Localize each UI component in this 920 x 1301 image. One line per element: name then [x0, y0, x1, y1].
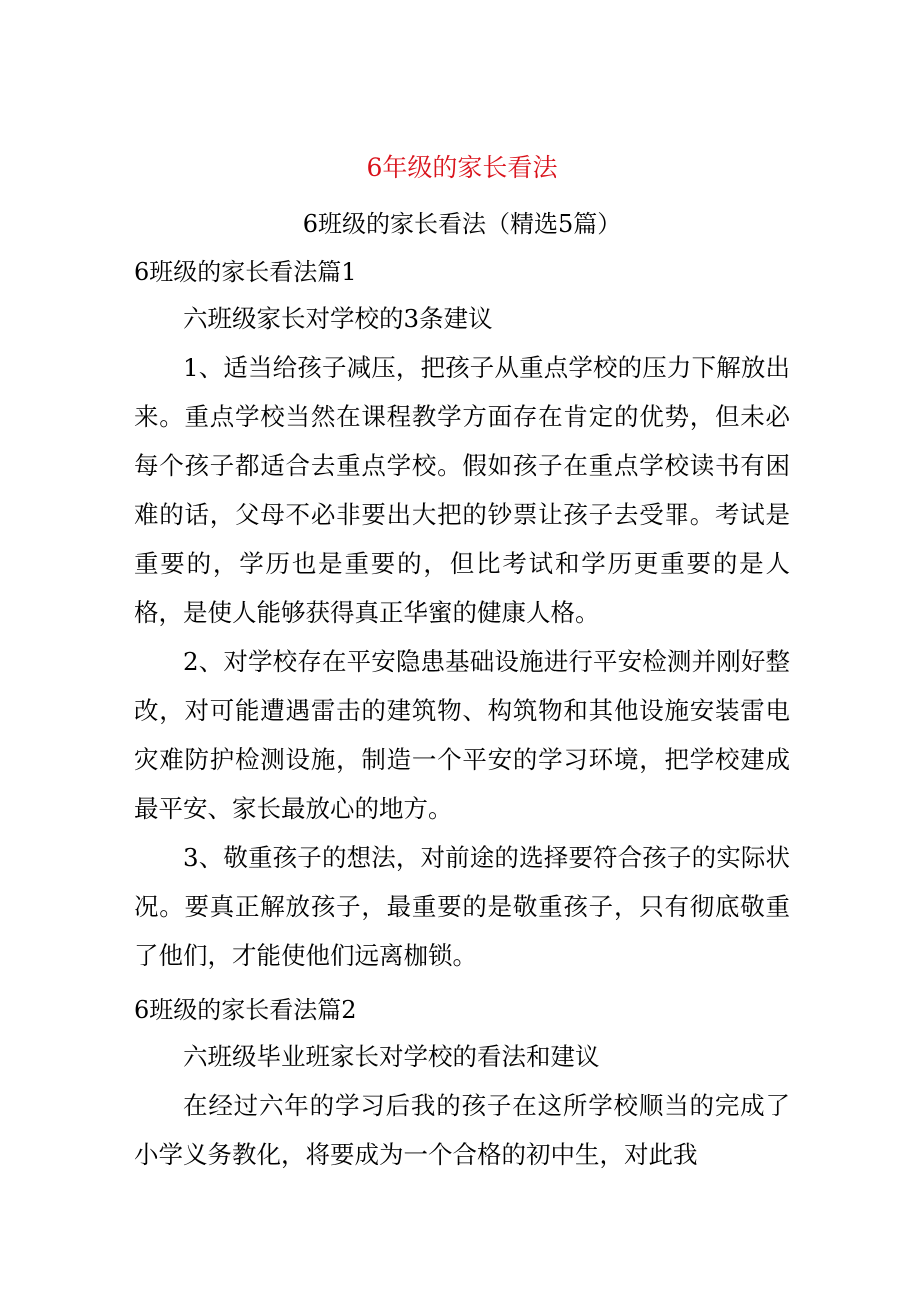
- section-2: [134, 988, 790, 1179]
- section-heading: 6班级的家长看法篇2: [134, 996, 357, 1024]
- section-intro: 六班级家长对学校的3条建议: [183, 304, 493, 333]
- paragraph: 在经过六年的学习后我的孩子在这所学校顺当的完成了小学义务教化，将要成为一个合格的初中生，对此我: [134, 1091, 790, 1169]
- document-subtitle: 6班级的家长看法（精选5篇）: [302, 210, 622, 238]
- paragraph: 1、适当给孩子减压，把孩子从重点学校的压力下解放出来。重点学校当然在课程教学方面存在肯定的优势，但未必每个孩子都适合去重点学校。假如孩子在重点学校读书有困难的话，父母不必非要出大把的钞票让孩子去受罪。考试是重要的，学历也是重要的，但比考试和学历更重要的是人格，是使人能够获得真正华蜜的健康人格。: [134, 353, 790, 627]
- section-heading: 6班级的家长看法篇1: [134, 258, 357, 286]
- section-1: [134, 250, 790, 980]
- section-intro: 六班级毕业班家长对学校的看法和建议: [183, 1042, 600, 1071]
- document-title: 6年级的家长看法: [366, 153, 558, 182]
- paragraph: 2、对学校存在平安隐患基础设施进行平安检测并刚好整改，对可能遭遇雷击的建筑物、构筑物和其他设施安装雷电灾难防护检测设施，制造一个平安的学习环境，把学校建成最平安、家长最放心的地方。: [134, 647, 790, 823]
- paragraph: 3、敬重孩子的想法，对前途的选择要符合孩子的实际状况。要真正解放孩子，最重要的是敬重孩子，只有彻底敬重了他们，才能使他们远离枷锁。: [134, 843, 790, 970]
